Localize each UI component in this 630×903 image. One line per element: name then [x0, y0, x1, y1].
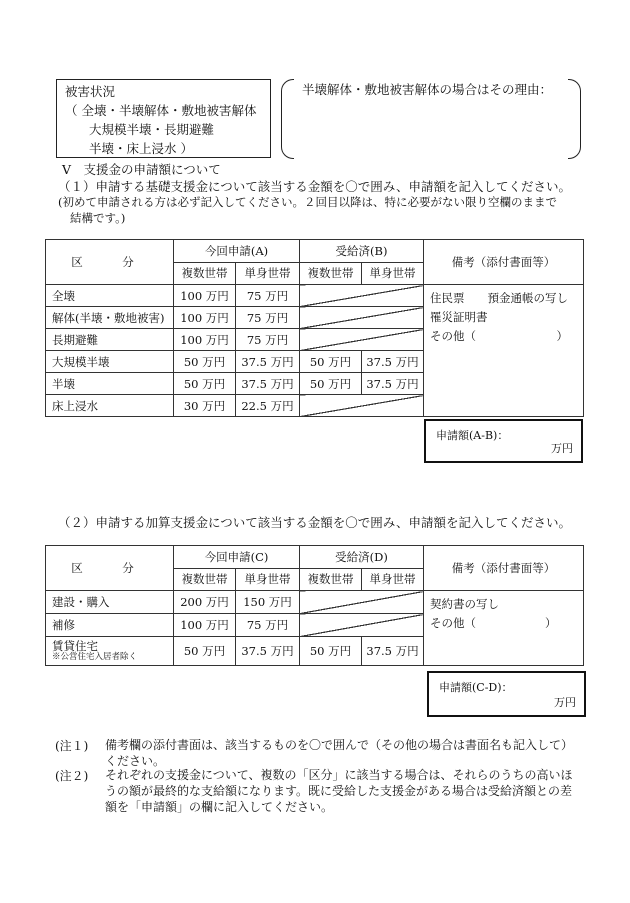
- amount-multi[interactable]: 100 万円: [174, 307, 236, 329]
- remarks-cell: [424, 285, 584, 417]
- amount-multi[interactable]: 100 万円: [174, 329, 236, 351]
- amount-single[interactable]: 75 万円: [236, 285, 300, 307]
- damage-status-options-3[interactable]: 半壊・床上浸水 ）: [89, 141, 193, 156]
- amount-single[interactable]: 75 万円: [236, 614, 300, 637]
- amount-single[interactable]: 75 万円: [236, 307, 300, 329]
- row-category: 建設・購入: [46, 591, 174, 614]
- basic-note-line-1: (初めて申請される方は必ず記入してください。２回目以降は、特に必要がない限り空欄のままで: [58, 195, 557, 209]
- amount-multi[interactable]: 100 万円: [174, 614, 236, 637]
- remarks-line-2[interactable]: その他（ ）: [430, 616, 557, 630]
- amount-single[interactable]: 75 万円: [236, 329, 300, 351]
- additional-amount-unit: 万円: [554, 696, 576, 709]
- remarks-line-1[interactable]: 住民票 預金通帳の写し: [430, 291, 568, 305]
- received-single[interactable]: 37.5 万円: [362, 637, 424, 666]
- received-multi[interactable]: 50 万円: [300, 351, 362, 373]
- section-heading: Ⅴ 支援金の申請額について: [62, 162, 221, 177]
- received-single[interactable]: 37.5 万円: [362, 351, 424, 373]
- received-not-applicable: [300, 285, 424, 307]
- header-current: 今回申請(A): [174, 240, 300, 263]
- row-category: 解体(半壊・敷地被害): [46, 307, 174, 329]
- header-received: 受給済(B): [300, 240, 424, 263]
- additional-instruction: （２）申請する加算支援金について該当する金額を〇で囲み、申請額を記入してください。: [58, 515, 572, 530]
- additional-amount-label: 申請額(C-D)：: [439, 681, 513, 694]
- additional-support-table: [45, 545, 584, 666]
- reason-bracket-left: [281, 79, 294, 159]
- basic-amount-label: 申請額(A-B)：: [436, 429, 509, 442]
- received-not-applicable: [300, 591, 424, 614]
- remarks-line-2[interactable]: 罹災証明書: [430, 310, 488, 324]
- received-not-applicable: [300, 395, 424, 417]
- amount-single[interactable]: 37.5 万円: [236, 351, 300, 373]
- header-multi: 複数世帯: [174, 568, 236, 591]
- basic-amount-box[interactable]: [424, 419, 583, 463]
- row-category: 半壊: [46, 373, 174, 395]
- amount-multi[interactable]: 50 万円: [174, 637, 236, 666]
- header-remarks: 備考（添付書面等）: [424, 546, 584, 591]
- damage-status-options-2[interactable]: 大規模半壊・長期避難: [89, 122, 215, 137]
- header-single: 単身世帯: [236, 262, 300, 285]
- table-row: [46, 285, 584, 307]
- note-1-text: 備考欄の添付書面は、該当するものを〇で囲んで（その他の場合は書面名も記入して）ください。: [105, 738, 574, 768]
- amount-multi[interactable]: 100 万円: [174, 285, 236, 307]
- received-single[interactable]: 37.5 万円: [362, 373, 424, 395]
- note-2-label: (注２): [55, 769, 89, 783]
- basic-support-table: [45, 239, 584, 417]
- row-category: 床上浸水: [46, 395, 174, 417]
- header-multi: 複数世帯: [174, 262, 236, 285]
- amount-multi[interactable]: 200 万円: [174, 591, 236, 614]
- additional-amount-box[interactable]: [427, 671, 586, 717]
- received-not-applicable: [300, 329, 424, 351]
- header-kubun: 区 分: [46, 240, 174, 285]
- header-single: 単身世帯: [236, 568, 300, 591]
- header-received-single: 単身世帯: [362, 568, 424, 591]
- remarks-line-3[interactable]: その他（ ）: [430, 329, 568, 343]
- row-category-label: 賃貸住宅: [52, 639, 98, 653]
- received-not-applicable: [300, 614, 424, 637]
- amount-multi[interactable]: 30 万円: [174, 395, 236, 417]
- reason-input-area[interactable]: [300, 100, 564, 152]
- header-received-multi: 複数世帯: [300, 568, 362, 591]
- amount-single[interactable]: 22.5 万円: [236, 395, 300, 417]
- damage-status-box: [56, 79, 271, 158]
- header-received: 受給済(D): [300, 546, 424, 569]
- row-category: 補修: [46, 614, 174, 637]
- reason-label: 半壊解体・敷地被害解体の場合はその理由：: [302, 82, 553, 97]
- amount-multi[interactable]: 50 万円: [174, 373, 236, 395]
- row-category: 大規模半壊: [46, 351, 174, 373]
- header-received-single: 単身世帯: [362, 262, 424, 285]
- amount-single[interactable]: 150 万円: [236, 591, 300, 614]
- remarks-cell: [424, 591, 584, 666]
- received-multi[interactable]: 50 万円: [300, 637, 362, 666]
- note-2-text: それぞれの支援金について、複数の「区分」に該当する場合は、それらのうちの高いほうの額が最終的な支給額になります。既に受給した支援金がある場合は受給済額との差額を「申請額」の欄に記入してください。: [105, 768, 573, 814]
- row-category: 長期避難: [46, 329, 174, 351]
- note-1-label: (注１): [55, 739, 89, 753]
- header-received-multi: 複数世帯: [300, 262, 362, 285]
- damage-status-title: 被害状況: [65, 84, 116, 99]
- remarks-line-1[interactable]: 契約書の写し: [430, 597, 500, 611]
- damage-status-options-1[interactable]: （ 全壊・半壊解体・敷地被害解体: [65, 103, 257, 118]
- header-kubun: 区 分: [46, 546, 174, 591]
- table-row: [46, 591, 584, 614]
- amount-single[interactable]: 37.5 万円: [236, 637, 300, 666]
- amount-single[interactable]: 37.5 万円: [236, 373, 300, 395]
- basic-amount-unit: 万円: [551, 442, 573, 455]
- row-category: 全壊: [46, 285, 174, 307]
- header-current: 今回申請(C): [174, 546, 300, 569]
- received-not-applicable: [300, 307, 424, 329]
- amount-multi[interactable]: 50 万円: [174, 351, 236, 373]
- reason-bracket-right: [568, 79, 581, 159]
- row-category: [46, 637, 174, 666]
- row-category-note: ※公営住宅入居者除く: [52, 652, 138, 662]
- basic-instruction: （１）申請する基礎支援金について該当する金額を〇で囲み、申請額を記入してください。: [58, 179, 572, 194]
- received-multi[interactable]: 50 万円: [300, 373, 362, 395]
- basic-note-line-2: 結構です。): [70, 211, 126, 225]
- header-remarks: 備考（添付書面等）: [424, 240, 584, 285]
